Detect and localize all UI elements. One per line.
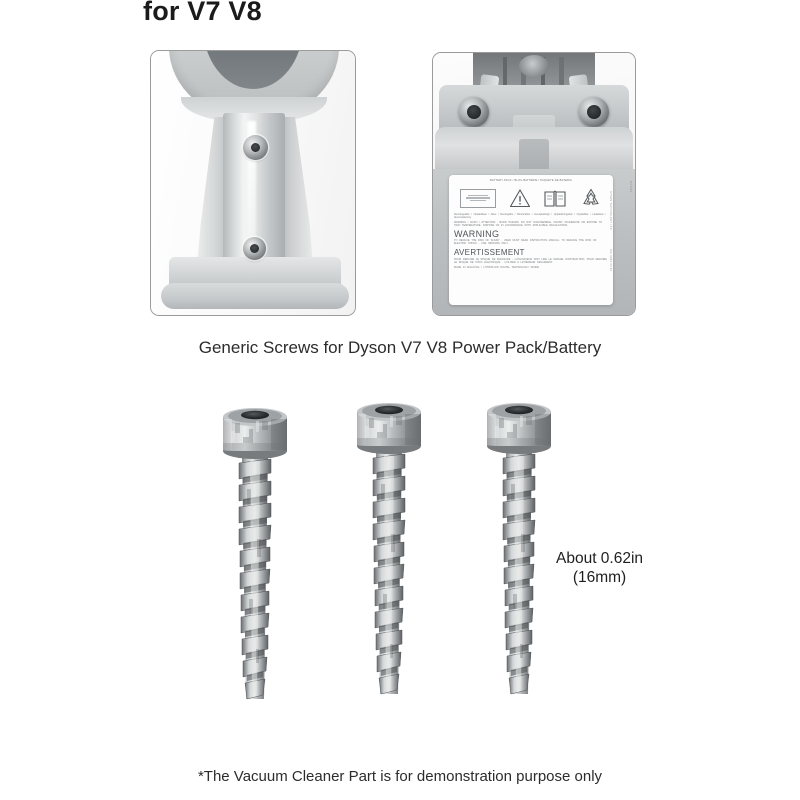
spec-line-3 [470, 200, 486, 201]
label-spec-box [460, 189, 496, 208]
dimension-inches: About 0.62in [556, 550, 644, 567]
warning-triangle-icon [509, 188, 531, 208]
label-side-text-2: SN/ 0000 00 00 [609, 249, 612, 272]
handle-screw-lower-socket [250, 244, 259, 253]
label-avertissement-heading: AVERTISSEMENT [454, 247, 525, 257]
battery-screw-left-socket [467, 105, 481, 119]
label-warning-heading: WARNING [454, 229, 500, 240]
handle-base-lip [161, 283, 349, 309]
label-side-text: DYSON TECHNOLOGY LTD [609, 191, 612, 230]
screw-1 [219, 399, 291, 713]
screw-3 [483, 394, 555, 708]
recycling-icon [580, 187, 602, 209]
label-micro-text-1: Rechargeable / Oplaadbaar / Akku / Recargable / Ricaricabile / Genopladeligt / Uppladdningsbar / Oppladbar / Ladattava / Akumulatorowy [454, 213, 606, 220]
read-manual-book-icon [543, 188, 567, 208]
battery-edge-text: DYSON [629, 181, 632, 193]
screw-2 [353, 394, 425, 708]
page-title: for V7 V8 [143, 0, 262, 26]
battery-pack-photo [432, 52, 636, 316]
label-top-line: BATTERY PACK / BLOC-BATTERIE / PAQUETE DE BATERIA [490, 179, 572, 182]
dimension-note [556, 549, 643, 587]
label-icon-row [454, 185, 608, 211]
battery-warning-label [449, 175, 613, 305]
label-warning-body: TO REDUCE THE RISK OF INJURY - USER MUST READ INSTRUCTION MANUAL. TO REDUCE THE RISK OF ELECTRIC SHOCK - USE INDOORS ONLY. [454, 239, 597, 246]
spec-line-2 [466, 197, 490, 198]
product-caption: Generic Screws for Dyson V7 V8 Power Pack/Battery [198, 338, 602, 357]
label-micro-text-2: WARNING / AVISO / ATTENTION - BURN HAZARD. DO NOT DISASSEMBLE, CRUSH, INCINERATE OR EXPOSE TO HIGH TEMPERATURE. DISPOSE OF IN ACCORDANCE WITH APPLICABLE REGULATIONS. [454, 221, 603, 228]
battery-motor-hub [519, 55, 549, 77]
label-footer-text: MADE IN MALAYSIA / LITHIUM-ION DIGITAL TECHNOLOGY INSIDE [454, 265, 539, 269]
dimension-millimeters: (16mm) [572, 569, 627, 586]
battery-screw-right-socket [587, 105, 601, 119]
vacuum-handle-photo [150, 50, 356, 316]
handle-screw-upper-socket [251, 143, 260, 152]
label-avertissement-body: POUR REDUIRE LE RISQUE DE BLESSURE - LUTILISATEUR DOIT LIRE LE MANUEL DINSTRUCTION. POUR REDUIRE LE RISQUE DE CHOC ELECTRIQUE - UTILISER A LINTERIEUR SEULEMENT. [454, 257, 607, 264]
disclaimer-text: *The Vacuum Cleaner Part is for demonstration purpose only [197, 768, 603, 785]
spec-line-1 [468, 195, 488, 196]
